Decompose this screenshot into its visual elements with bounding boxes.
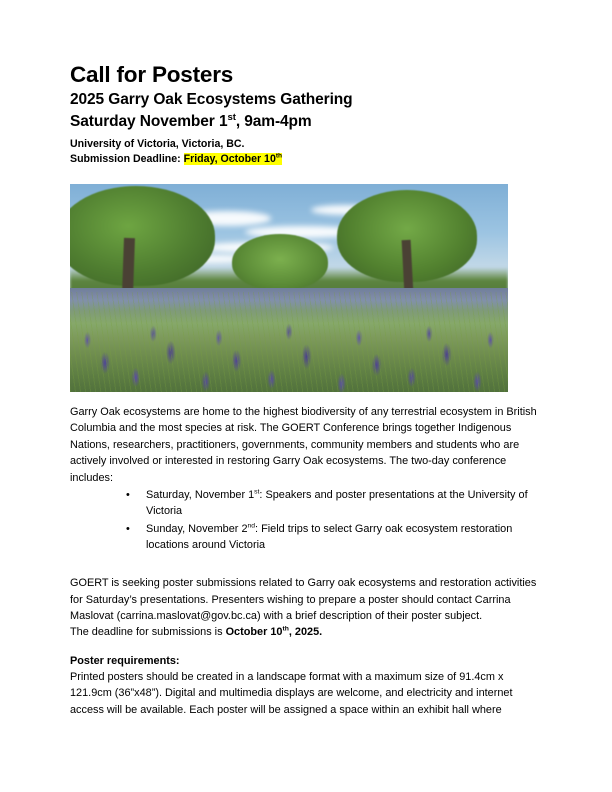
- poster-requirements-paragraph: Printed posters should be created in a landscape format with a maximum size of 91.4cm x 121.9cm (36”x48”). Digital and multimedia displays are welcome, and electricity and internet access will be available. Each poster will be assigned a space within an exhibit hall where: [70, 671, 513, 716]
- bullet-day-text: Saturday, November 1: [146, 488, 255, 501]
- oak-tree-middle: [232, 234, 328, 290]
- conference-schedule-list: [70, 487, 542, 553]
- oak-trunk-left: [122, 238, 134, 294]
- paragraph-spacer: [70, 554, 542, 566]
- submission-deadline-label: Submission Deadline:: [70, 153, 184, 166]
- poster-requirements-heading: Poster requirements:: [70, 654, 180, 667]
- venue-line: University of Victoria, Victoria, BC.: [70, 138, 245, 150]
- garry-oak-camas-meadow-photo: [70, 184, 508, 392]
- bullet-detail-text: : Speakers and poster presentations at the University of Victoria: [146, 488, 528, 518]
- bullet-day-text: Sunday, November 2: [146, 522, 248, 535]
- event-date-heading: [70, 113, 542, 132]
- submission-deadline-date: Friday, October 10: [183, 153, 276, 166]
- page-title: Call for Posters: [70, 62, 234, 87]
- event-date-text: Saturday November 1: [70, 113, 228, 131]
- paragraph-spacer: [70, 641, 542, 653]
- event-time-text: , 9am-4pm: [235, 113, 312, 131]
- deadline-sentence-date-text: October 10: [225, 626, 283, 639]
- list-item: [70, 521, 542, 554]
- bullet-ordinal-suffix: nd: [247, 521, 256, 529]
- deadline-sentence-year: , 2025.: [288, 626, 323, 639]
- submission-deadline-line: [70, 152, 542, 167]
- grass-texture: [70, 292, 508, 392]
- bullet-ordinal-suffix: st: [254, 488, 260, 496]
- list-item: [70, 487, 542, 520]
- document-content: [70, 62, 542, 718]
- deadline-sentence-lead: The deadline for submissions is: [70, 626, 226, 639]
- deadline-sentence-ordinal-suffix: th: [282, 625, 289, 633]
- submissions-paragraph: GOERT is seeking poster submissions related to Garry oak ecosystems and restoration activities for Saturday’s presentations. Presenters wishing to prepare a poster should contact Carrina Maslovat (carrina.maslovat@gov.bc.ca) with a brief description of their poster subject.: [70, 577, 537, 623]
- photo-canvas: [70, 184, 508, 392]
- event-date-ordinal-suffix: st: [227, 111, 236, 123]
- oak-tree-left: [70, 186, 215, 286]
- event-name-heading: 2025 Garry Oak Ecosystems Gathering: [70, 91, 353, 109]
- deadline-sentence: [70, 624, 542, 640]
- submission-deadline-value: [184, 153, 282, 165]
- bullet-detail-text: : Field trips to select Garry oak ecosystem restoration locations around Victoria: [146, 522, 513, 551]
- intro-paragraph: Garry Oak ecosystems are home to the highest biodiversity of any terrestrial ecosystem in British Columbia and the most species at risk. The GOERT Conference brings together Indigenous Nations, researchers, practitioners, governments, community members and students who are actively involved or interested in restoring Garry Oak ecosystems. The two-day conference includes:: [70, 406, 537, 484]
- submission-deadline-ordinal-suffix: th: [275, 152, 283, 160]
- deadline-sentence-date: [226, 626, 323, 638]
